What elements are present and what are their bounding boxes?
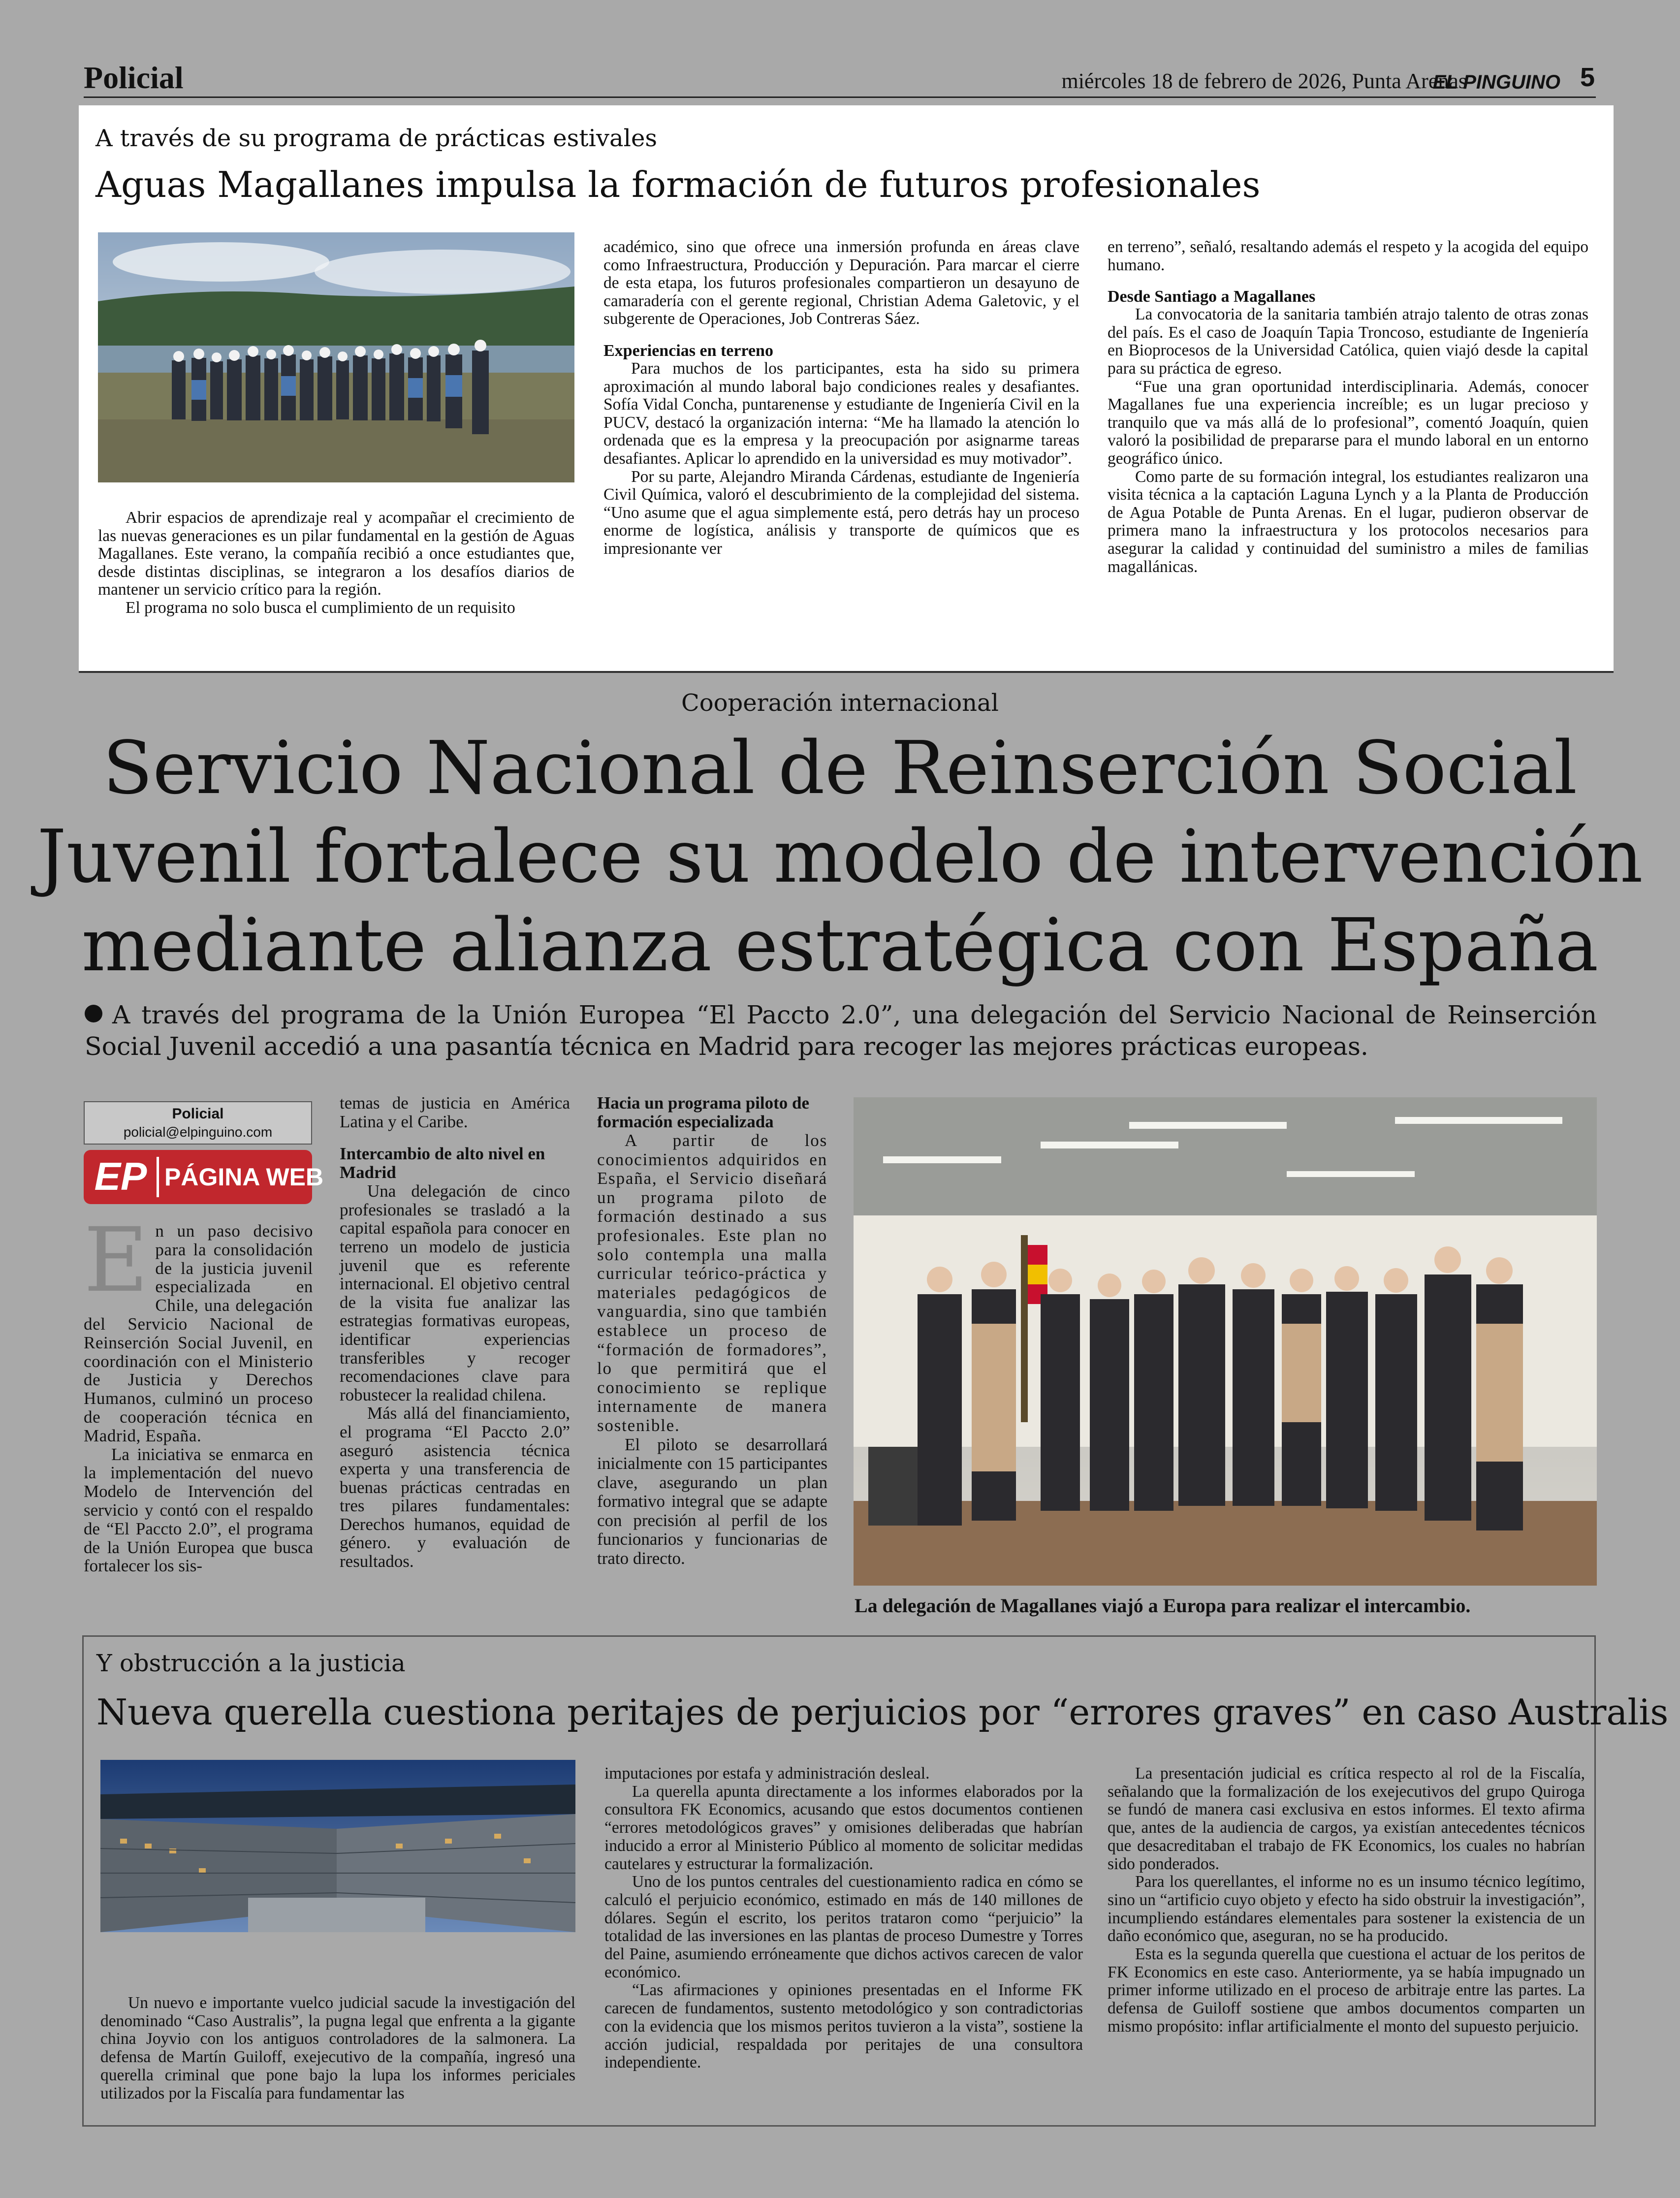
article3-column-1 <box>100 1994 575 2102</box>
article3-kicker: Y obstrucción a la justicia <box>96 1650 406 1677</box>
article2-lede <box>85 999 1597 1062</box>
article3-paragraph: Uno de los puntos centrales del cuestionamiento radica en cómo se calculó el perjuicio económico, estimado en más de 140 millones de dólares. Según el escrito, los peritos trataron como “perjuicio” la totalidad de las inversiones en las plantas de proceso Dumestre y Torres del Paine, asumiendo erróneamente que dichos activos carecen de valor económico. <box>604 1873 1083 1981</box>
web-page-badge[interactable] <box>84 1150 324 1204</box>
ep-logo-icon: EP <box>94 1154 147 1198</box>
headline-line-3: mediante alianza estratégica con España <box>81 903 1599 988</box>
headline-line-1: Servicio Nacional de Reinserción Social <box>102 726 1578 810</box>
article3-photo-building <box>100 1760 575 1932</box>
section-label: Policial <box>84 60 184 95</box>
article1-paragraph: en terreno”, señaló, resaltando además el respeto y la acogida del equipo humano. <box>1108 238 1588 274</box>
bullet-icon <box>85 1005 102 1022</box>
article1-paragraph: Como parte de su formación integral, los estudiantes realizaron una visita técnica a la captación Laguna Lynch y a la Planta de Producción de Agua Potable de Punta Arenas. En el lugar, pudieron observar de primera mano la infraestructura y los protocolos necesarios para asegurar la calidad y continuidad del suministro a miles de familias magallánicas. <box>1108 467 1588 576</box>
article2-column-3 <box>597 1094 827 1568</box>
article3-paragraph: La presentación judicial es crítica respecto al rol de la Fiscalía, señalando que la formalización de los exejecutivos del grupo Quiroga se fundó de manera casi exclusiva en estos informes. El texto afirma que, antes de la audiencia de cargos, ya existían antecedentes técnicos que desacreditaban el trabajo de FK Economics, los cuales no habrían sido ponderados. <box>1108 1764 1585 1873</box>
byline-email: policial@elpinguino.com <box>123 1124 273 1140</box>
header-rule <box>84 96 1596 98</box>
article1-column-2 <box>603 238 1079 558</box>
article1-column-3 <box>1108 238 1588 576</box>
drop-cap: E <box>84 1209 149 1312</box>
article2-photo-delegation <box>854 1097 1597 1586</box>
byline-section: Policial <box>172 1106 224 1122</box>
page-header <box>84 58 1595 97</box>
article3-paragraph: Un nuevo e importante vuelco judicial sacude la investigación del denominado “Caso Australis”, la pugna legal que enfrenta a la gigante china Joyvio con los antiguos controladores de la salmonera. La defensa de Martín Guiloff, exejecutivo de la compañía, ingresó una querella criminal que pone bajo la lupa los informes periciales utilizados por la Fiscalía para fundamentar las <box>100 1994 575 2102</box>
article2-paragraph: El piloto se desarrollará inicialmente con 15 participantes clave, asegurando un plan formativo integral que se adapte con precisión al perfil de los funcionarios y funcionarias de trato directo. <box>597 1434 827 1568</box>
article2-column-2 <box>340 1094 570 1571</box>
article-kicker: A través de su programa de prácticas estivales <box>95 125 658 152</box>
header-date: miércoles 18 de febrero de 2026, Punta Arenas <box>1061 69 1467 93</box>
article2-subheading: Intercambio de alto nivel en Madrid <box>340 1144 545 1182</box>
article1-paragraph: El programa no solo busca el cumplimiento de un requisito <box>126 598 515 617</box>
article1-column-1 <box>98 509 574 617</box>
article-australis <box>82 1635 1669 2127</box>
article2-paragraph: A partir de los conocimientos adquiridos en España, el Servicio diseñará un programa piloto de formación destinado a sus profesionales. Este plan no solo contempla una malla curricular teórico-práctica y materiales pedagógicos de vanguardia, sino que también establece un proceso de “formación de formadores”, lo que permitirá que el conocimiento se replique internamente de manera sostenible. <box>597 1131 827 1435</box>
article2-paragraph: Una delegación de cinco profesionales se trasladó a la capital española para conocer en terreno un modelo de justicia juvenil que es referente internacional. El objetivo central de la visita fue analizar las estrategias formativas europeas, identificar experiencias transferibles y recoger recomendaciones clave para robustecer la realidad chilena. <box>340 1181 570 1404</box>
article-headline: Aguas Magallanes impulsa la formación de futuros profesionales <box>95 164 1261 205</box>
article1-paragraph: La convocatoria de la sanitaria también atrajo talento de otras zonas del país. Es el caso de Joaquín Tapia Troncoso, estudiante de Ingeniería en Bioprocesos de la Universidad Católica, quien viajó desde la capital para su práctica de egreso. <box>1108 305 1588 378</box>
web-badge-label: PÁGINA WEB <box>164 1163 324 1191</box>
lede-text: A través del programa de la Unión Europea “El Paccto 2.0”, una delegación del Servicio Nacional de Reinserción Social Juvenil accedió a una pasantía técnica en Madrid para recoger las mejores prácticas europeas. <box>85 1000 1597 1061</box>
byline-box <box>84 1101 312 1145</box>
article2-paragraph: temas de justicia en América Latina y el Caribe. <box>340 1093 570 1131</box>
article1-paragraph: Por su parte, Alejandro Miranda Cárdenas, estudiante de Ingeniería Civil Química, valoró el descubrimiento de la complejidad del sistema. “Uno asume que el agua simplemente está, pero detrás hay un proceso enorme de logística, análisis y transporte de químicos que es impresionante ver <box>603 467 1079 558</box>
brand-logo: EL PINGUINO <box>1432 71 1560 93</box>
article1-paragraph: Para muchos de los participantes, esta ha sido su primera aproximación al mundo laboral bajo condiciones reales y desafiantes. Sofía Vidal Concha, puntarenense y estudiante de Ingeniería Civil en la PUCV, destacó la organización interna: “Me ha llamado la atención lo ordenada que es la empresa y la preocupación por asignarme tareas desafiantes. Aplicar lo aprendido en la universidad es muy motivador”. <box>603 359 1079 468</box>
article3-paragraph: Para los querellantes, el informe no es un insumo técnico legítimo, sino un “artificio cuyo objeto y efecto ha sido obstruir la investigación”, incumpliendo estándares elementales para sostener la existencia de un daño económico que, aseguran, no se ha producido. <box>1108 1873 1585 1945</box>
article2-kicker: Cooperación internacional <box>681 689 999 717</box>
article2-column-1 <box>84 1209 313 1576</box>
headline-line-2: Juvenil fortalece su modelo de intervención <box>37 814 1643 899</box>
article2-headline <box>0 724 1680 989</box>
page-number: 5 <box>1580 63 1595 92</box>
article1-subheading: Experiencias en terreno <box>603 341 773 360</box>
article3-column-2 <box>604 1765 1083 2072</box>
article-photo-students <box>98 232 574 482</box>
article1-paragraph: académico, sino que ofrece una inmersión profunda en áreas clave como Infraestructura, Producción y Depuración. Para marcar el cierre de esta etapa, los futuros profesionales compartieron un desayuno de camaradería con el gerente regional, Christian Adema Galetovic, y el subgerente de Operaciones, Job Contreras Sáez. <box>603 238 1079 328</box>
article3-column-3 <box>1108 1765 1585 2036</box>
article-aguas-magallanes <box>79 105 1614 673</box>
article3-paragraph: La querella apunta directamente a los informes elaborados por la consultora FK Economics, acusando que estos documentos contienen “errores metodológicos graves” y omisiones deliberadas que habrían inducido a error al Ministerio Público al momento de solicitar medidas cautelares y estructurar la formalización. <box>604 1782 1083 1873</box>
article2-photo-caption: La delegación de Magallanes viajó a Europa para realizar el intercambio. <box>855 1594 1471 1617</box>
article2-subheading: Hacia un programa piloto de formación especializada <box>597 1093 810 1131</box>
article2-paragraph: La iniciativa se enmarca en la implementación del nuevo Modelo de Intervención del servicio y contó con el respaldo de “El Paccto 2.0”, el programa de la Unión Europea que busca fortalecer los sis- <box>84 1444 313 1576</box>
article3-paragraph: Esta es la segunda querella que cuestiona el actuar de los peritos de FK Economics en este caso. Anteriormente, ya se había impugnado un primer informe utilizado en el proceso de arbitraje entre las partes. La defensa de Guiloff sostiene que ambos documentos comparten un mismo propósito: inflar artificialmente el monto del supuesto perjuicio. <box>1108 1945 1585 2036</box>
article1-paragraph: “Fue una gran oportunidad interdisciplinaria. Además, conocer Magallanes fue una experiencia increíble; es un lugar precioso y tranquilo que va más allá de lo profesional”, comentó Joaquín, quien valoró la posibilidad de prepararse para el mundo laboral en un entorno geográfico único. <box>1108 377 1588 468</box>
article2-paragraph: n un paso decisivo para la consolidación de la justicia juvenil especializada en Chile, una delegación del Servicio Nacional de Reinserción Social Juvenil, en coordinación con el Ministerio de Justicia y Derechos Humanos, culminó un proceso de cooperación técnica en Madrid, España. <box>84 1221 313 1445</box>
article2-paragraph: Más allá del financiamiento, el programa “El Paccto 2.0” aseguró asistencia técnica experta y una transferencia de buenas prácticas centradas en tres pilares fundamentales: Derechos humanos, equidad de género. y evaluación de resultados. <box>340 1403 570 1571</box>
article3-paragraph: “Las afirmaciones y opiniones presentadas en el Informe FK carecen de fundamentos, sustento metodológico y son contradictorias con la evidencia que los mismos peritos tuvieron a la vista”, sostiene la acción judicial, respaldada por peritajes de una consultora independiente. <box>604 1981 1083 2072</box>
article1-paragraph: Abrir espacios de aprendizaje real y acompañar el crecimiento de las nuevas generaciones es un pilar fundamental en la gestión de Aguas Magallanes. Este verano, la compañía recibió a once estudiantes que, desde distintas disciplinas, se integraron a los desafíos diarios de mantener un servicio crítico para la región. <box>98 509 574 599</box>
article3-paragraph: imputaciones por estafa y administración desleal. <box>604 1764 930 1783</box>
badge-divider <box>157 1157 159 1197</box>
article3-headline: Nueva querella cuestiona peritajes de perjuicios por “errores graves” en caso Australis <box>96 1691 1669 1733</box>
article1-subheading: Desde Santiago a Magallanes <box>1108 287 1316 306</box>
